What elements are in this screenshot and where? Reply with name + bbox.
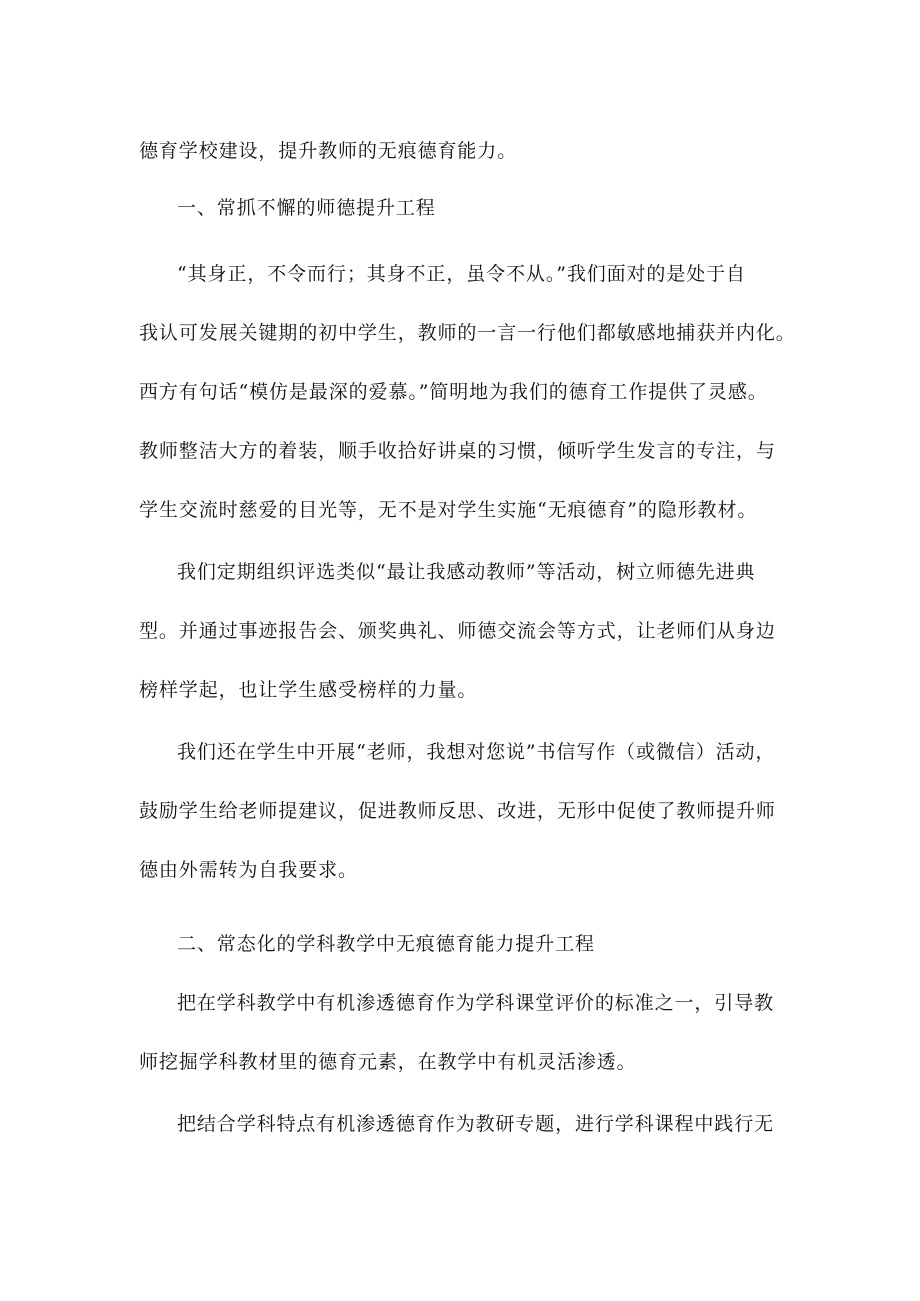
section-heading-1: 一、常抓不懈的师德提升工程 xyxy=(177,197,436,219)
paragraph-line: 我们还在学生中开展“老师，我想对您说”书信写作（或微信）活动， xyxy=(177,741,776,763)
paragraph-line: 学生交流时慈爱的目光等，无不是对学生实施“无痕德育”的隐形教材。 xyxy=(139,499,758,521)
paragraph-line: 型。并通过事迹报告会、颁奖典礼、师德交流会等方式，让老师们从身边 xyxy=(139,620,776,642)
paragraph-line: 德由外需转为自我要求。 xyxy=(139,859,358,881)
paragraph-line: 我认可发展关键期的初中学生，教师的一言一行他们都敏感地捕获并内化。 xyxy=(139,322,796,344)
paragraph-line: 榜样学起，也让学生感受榜样的力量。 xyxy=(139,679,478,701)
section-heading-2: 二、常态化的学科教学中无痕德育能力提升工程 xyxy=(177,933,595,955)
paragraph-line: 把结合学科特点有机渗透德育作为教研专题，进行学科课程中践行无 xyxy=(177,1113,775,1135)
paragraph-line: 把在学科教学中有机渗透德育作为学科课堂评价的标准之一，引导教 xyxy=(177,992,775,1014)
paragraph-line: 德育学校建设，提升教师的无痕德育能力。 xyxy=(139,140,518,162)
paragraph-line: “其身正，不令而行；其身不正，虽令不从。”我们面对的是处于自 xyxy=(177,263,746,285)
paragraph-line: 我们定期组织评选类似“最让我感动教师”等活动，树立师德先进典 xyxy=(177,561,756,583)
paragraph-line: 西方有句话“模仿是最深的爱慕。”简明地为我们的德育工作提供了灵感。 xyxy=(139,381,768,403)
paragraph-line: 教师整洁大方的着装，顺手收拾好讲桌的习惯，倾听学生发言的专注，与 xyxy=(139,440,776,462)
paragraph-line: 师挖掘学科教材里的德育元素，在教学中有机灵活渗透。 xyxy=(139,1051,637,1073)
paragraph-line: 鼓励学生给老师提建议，促进教师反思、改进，无形中促使了教师提升师 xyxy=(139,800,776,822)
